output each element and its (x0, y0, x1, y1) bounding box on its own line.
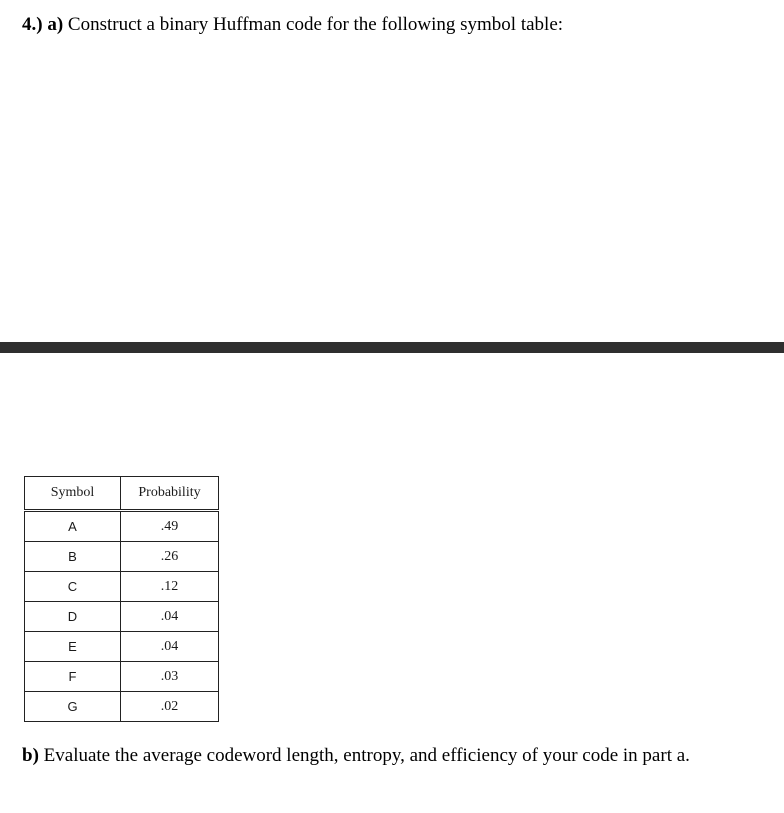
table-row (25, 602, 219, 632)
symbol-probability-table (24, 476, 219, 722)
probability-cell: .12 (121, 572, 219, 602)
probability-cell: .49 (121, 511, 219, 542)
symbol-cell: E (25, 632, 121, 662)
question-a-text: Construct a binary Huffman code for the following symbol table: (63, 14, 564, 35)
header-symbol: Symbol (25, 477, 121, 511)
header-probability: Probability (121, 477, 219, 511)
question-b-label: b) (22, 745, 39, 766)
table-header-row (25, 477, 219, 511)
symbol-cell: G (25, 692, 121, 722)
table-row (25, 542, 219, 572)
probability-cell: .04 (121, 602, 219, 632)
table-row (25, 632, 219, 662)
symbol-cell: B (25, 542, 121, 572)
probability-cell: .02 (121, 692, 219, 722)
table-row (25, 692, 219, 722)
table-row (25, 511, 219, 542)
probability-cell: .04 (121, 632, 219, 662)
table-row (25, 572, 219, 602)
section-divider (0, 342, 784, 353)
question-b-text: Evaluate the average codeword length, entropy, and efficiency of your code in part a. (38, 745, 690, 766)
symbol-cell: F (25, 662, 121, 692)
symbol-cell: D (25, 602, 121, 632)
question-a (22, 13, 563, 37)
table-row (25, 662, 219, 692)
probability-cell: .03 (121, 662, 219, 692)
symbol-cell: C (25, 572, 121, 602)
question-a-label: 4.) a) (22, 14, 64, 35)
symbol-cell: A (25, 511, 121, 542)
question-b (22, 744, 690, 768)
probability-cell: .26 (121, 542, 219, 572)
